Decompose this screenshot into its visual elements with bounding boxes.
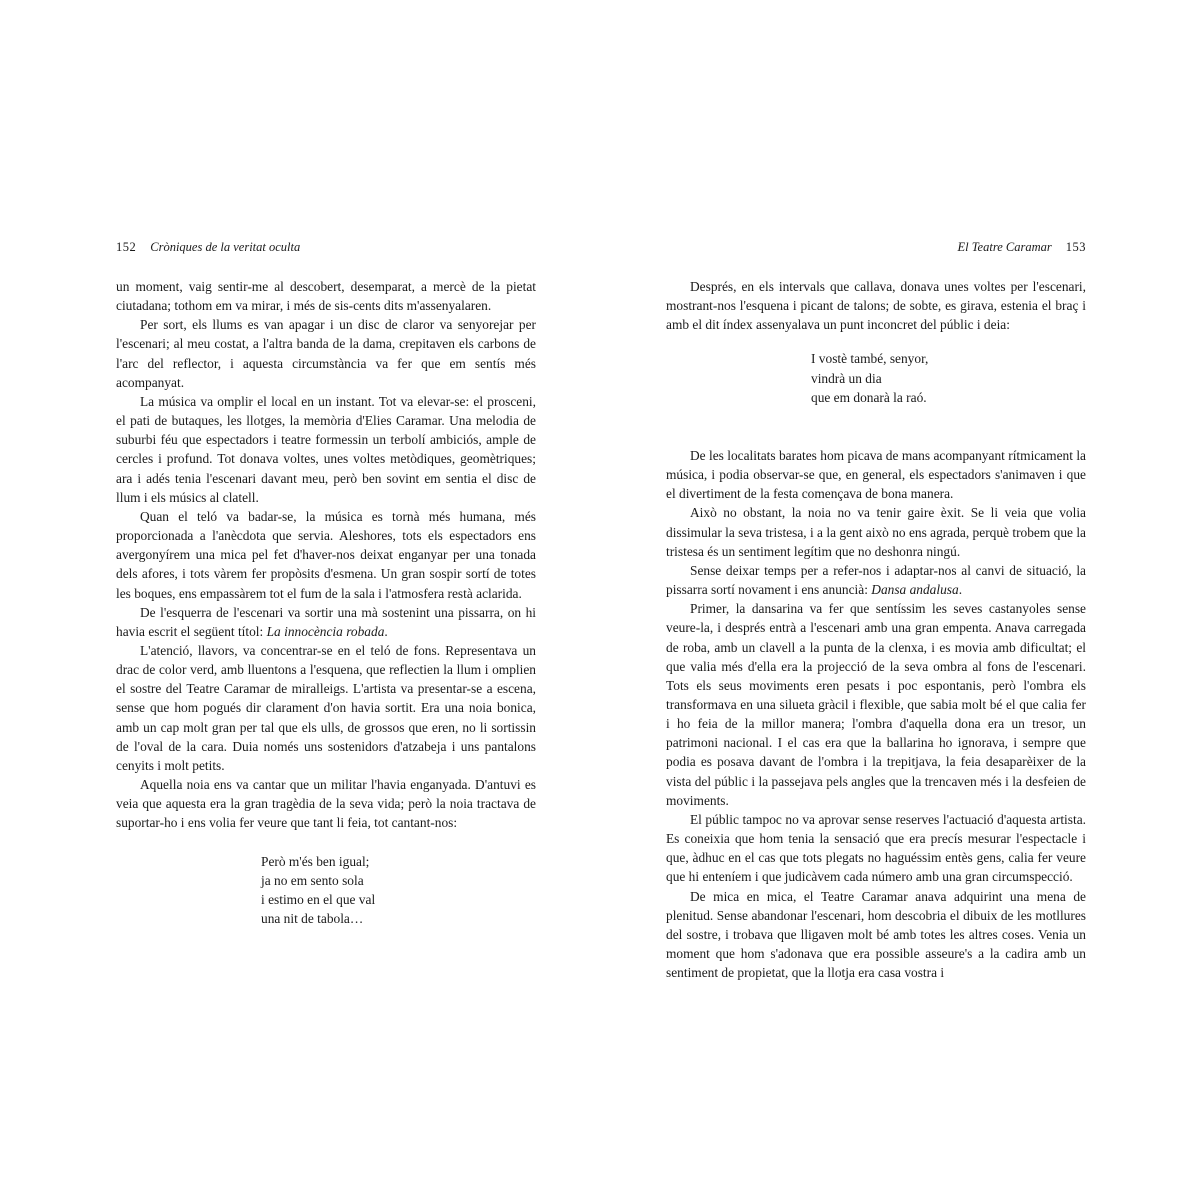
left-body-text: [116, 277, 536, 928]
paragraph: El públic tampoc no va aprovar sense reserves l'actuació d'aquesta artista. Es coneixia que hom tenia la sensació que era precís mesurar l'espectacle i que, àdhuc en el cas que tots plegats no haguéssim entès gens, calia fer veure que hi enteníem i que judicàvem cada número amb una gran circumspecció.: [666, 811, 1086, 885]
paragraph-end: .: [384, 623, 388, 639]
paragraph-text: De l'esquerra de l'escenari va sortir una mà sostenint una pissarra, on hi havia escrit el següent títol:: [116, 604, 536, 639]
left-running-header: [116, 237, 536, 277]
right-page: [666, 237, 1086, 982]
right-body-text: [666, 277, 1086, 982]
verse-line: ja no em sento sola: [261, 872, 364, 888]
left-page: [116, 237, 536, 928]
verse-line: I vostè també, senyor,: [811, 351, 929, 367]
right-page-number: 153: [1065, 240, 1086, 254]
paragraph: L'atenció, llavors, va concentrar-se en el teló de fons. Representava un drac de color verd, amb lluentons a l'esquena, que reflectien la llum i omplien el sostre del Teatre Caramar de miralleigs. L'artista va presentar-se a escena, sense que hom pogués dir clarament d'on havia sortit. Era una noia bonica, amb un cap molt gran per tal que els ulls, de grossos que eren, no li sortissin de l'oval de la cara. Duia només uns sostenidors d'atzabeja i uns pantalons cenyits i molt petits.: [116, 642, 536, 773]
paragraph: [666, 561, 1086, 599]
left-running-head: Cròniques de la veritat oculta: [150, 240, 301, 254]
verse-line: una nit de tabola…: [261, 911, 364, 926]
paragraph: Primer, la dansarina va fer que sentíssim les seves castanyoles sense veure-la, i després entrà a l'escenari amb una gran empenta. Anava carregada de roba, amb un clavell a la punta de la clenxa, i es movia amb dificultat; el que valia més d'ella era la projecció de la seva ombra al fons de l'escenari. Tots els seus moviments eren pesats i poc espontanis, però l'ombra els transformava en una silueta gràcil i flexible, que sabia molt bé el que calia fer i ho feia de la millor manera; l'ombra d'aquella dona era un tresor, un patrimoni nacional. I el cas era que la ballarina ho ignorava, i sempre que podia es posava davant de l'ombra i la trepitjava, la feia desaparèixer de la vista del públic i la passejava pels angles que la trencaven més i la desfeien de moviments.: [666, 601, 1086, 808]
paragraph: Després, en els intervals que callava, donava unes voltes per l'escenari, mostrant-nos l'esquena i picant de talons; de sobte, es girava, estenia el braç i amb el dit índex assenyalava un punt inconcret del públic i deia:: [666, 279, 1086, 333]
paragraph-end: .: [958, 582, 963, 598]
paragraph: Per sort, els llums es van apagar i un disc de claror va senyorejar per l'escenari; al meu costat, a l'altra banda de la dama, crepitaven els carbons de l'arc del reflector, i aquesta circumstància va fer que em sentís més acompanyat.: [116, 317, 536, 390]
title-italic: Dansa andalusa: [871, 582, 959, 598]
right-running-header: [666, 237, 1086, 277]
paragraph: La música va omplir el local en un instant. Tot va elevar-se: el prosceni, el pati de butaques, les llotges, la memòria d'Elies Caramar. Una melodia de suburbi féu que espectadors i teatre formessin un terbolí ambiciós, ample de cercles i profund. Tot donava voltes, unes voltes metòdiques, geomètriques; ara i adés tenia l'escenari davant meu, però ben sovint em sentia el disc de llum i els músics al clatell.: [116, 393, 536, 505]
paragraph: Quan el teló va badar-se, la música es tornà més humana, més proporcionada a l'anècdota que servia. Aleshores, tots els espectadors ens avergonyírem una mica pel fet d'haver-nos deixat enganyar per una tonada dels afores, i tots vàrem fer propòsits d'esmena. Un gran sospir sortí de totes les boques, ens empassàrem tot el fum de la sala i l'atmosfera restà aclarida.: [116, 508, 536, 601]
paragraph: un moment, vaig sentir-me al descobert, desemparat, a mercè de la pietat ciutadana; tothom em va mirar, i més de sis-cents dits m'assenyalaren.: [116, 279, 536, 314]
verse-line: vindrà un dia: [811, 370, 882, 386]
verse-line: Però m'és ben igual;: [261, 853, 370, 869]
song-verse: [666, 349, 1086, 406]
paragraph: De mica en mica, el Teatre Caramar anava adquirint una mena de plenitud. Sense abandonar l'escenari, hom descobria el dibuix de les motllures del sostre, i trobava que lligaven molt bé amb totes les altres coses. Venia un moment que hom s'adonava que era possible asseure's a la cadira amb un sentiment de propietat, que la llotja era casa vostra i: [666, 888, 1086, 981]
left-page-number: 152: [116, 240, 137, 254]
paragraph: Això no obstant, la noia no va tenir gaire èxit. Se li veia que volia dissimular la seva tristesa, i a la gent això no ens agrada, perquè trobem que la tristesa és un sentiment legítim que no deshonra ningú.: [666, 505, 1086, 559]
paragraph: De les localitats barates hom picava de mans acompanyant rítmicament la música, i podia observar-se que, en general, els espectadors s'animaven i que el divertiment de la festa començava de bona manera.: [666, 447, 1086, 502]
title-italic: La innocència robada: [266, 623, 385, 639]
paragraph: Aquella noia ens va cantar que un militar l'havia enganyada. D'antuvi es veia que aquesta era la gran tragèdia de la seva vida; però la noia tractava de suportar-ho i ens volia fer veure que tant li feia, tot cantant-nos:: [116, 777, 536, 831]
verse-line: i estimo en el que val: [261, 891, 376, 907]
right-running-head: El Teatre Caramar: [957, 240, 1052, 254]
song-verse: [116, 852, 536, 929]
paragraph: [116, 603, 536, 641]
paragraph-text: Sense deixar temps per a refer-nos i adaptar-nos al canvi de situació, la pissarra sortí novament i ens anuncià:: [666, 562, 1086, 598]
verse-line: que em donarà la raó.: [811, 389, 927, 405]
